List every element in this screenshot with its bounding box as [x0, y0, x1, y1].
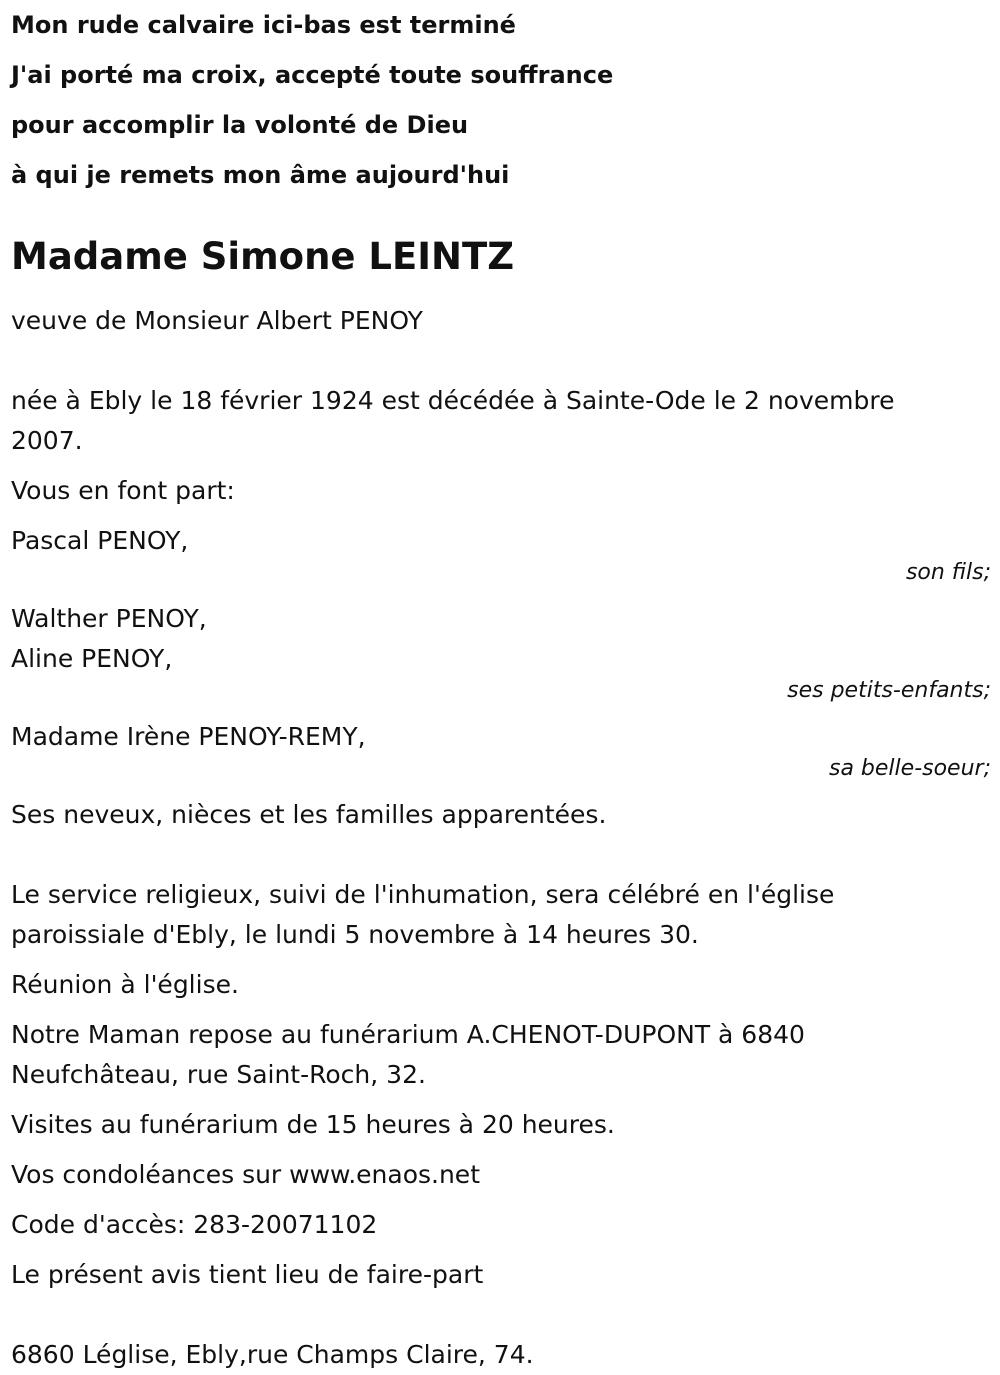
announcer-name: Madame Irène PENOY-REMY,	[11, 722, 366, 751]
announcers-intro: Vous en font part:	[11, 476, 235, 505]
service-line: Le service religieux, suivi de l'inhumation, sera célébré en l'église	[11, 880, 835, 909]
access-code-line: Code d'accès: 283-20071102	[11, 1210, 378, 1239]
announcer-group-sister-in-law	[11, 717, 991, 781]
family-address: 6860 Léglise, Ebly,rue Champs Claire, 74.	[11, 1340, 534, 1369]
verse-line: Mon rude calvaire ici-bas est terminé	[11, 11, 516, 39]
announcer-name: Pascal PENOY,	[11, 526, 189, 555]
announcer-name: Walther PENOY,	[11, 604, 207, 633]
birth-death-line-cont: 2007.	[11, 426, 83, 455]
funeral-home-line-cont: Neufchâteau, rue Saint-Roch, 32.	[11, 1060, 426, 1089]
relation-label: ses petits-enfants;	[787, 678, 991, 703]
relation-label: son fils;	[905, 560, 991, 585]
birth-death-line: née à Ebly le 18 février 1924 est décédée à Sainte-Ode le 2 novembre	[11, 386, 895, 415]
poem-verse	[11, 0, 991, 200]
spouse-line: veuve de Monsieur Albert PENOY	[11, 306, 423, 335]
notice-line: Le présent avis tient lieu de faire-part	[11, 1260, 484, 1289]
family-closing: Ses neveux, nièces et les familles apparentées.	[11, 800, 607, 829]
verse-line: à qui je remets mon âme aujourd'hui	[11, 161, 510, 189]
announcer-name: Aline PENOY,	[11, 644, 173, 673]
announcer-group-grandchildren	[11, 599, 991, 703]
visits-line: Visites au funérarium de 15 heures à 20 heures.	[11, 1110, 615, 1139]
funeral-home-line: Notre Maman repose au funérarium A.CHENOT-DUPONT à 6840	[11, 1020, 805, 1049]
meeting-line: Réunion à l'église.	[11, 970, 239, 999]
announcer-group-son	[11, 521, 991, 585]
relation-label: sa belle-soeur;	[829, 756, 991, 781]
verse-line: J'ai porté ma croix, accepté toute souffrance	[11, 61, 614, 89]
deceased-name: Madame Simone LEINTZ	[11, 235, 515, 278]
obituary-notice	[11, 0, 991, 1375]
service-line-cont: paroissiale d'Ebly, le lundi 5 novembre à 14 heures 30.	[11, 920, 699, 949]
verse-line: pour accomplir la volonté de Dieu	[11, 111, 469, 139]
condolences-line: Vos condoléances sur www.enaos.net	[11, 1160, 480, 1189]
